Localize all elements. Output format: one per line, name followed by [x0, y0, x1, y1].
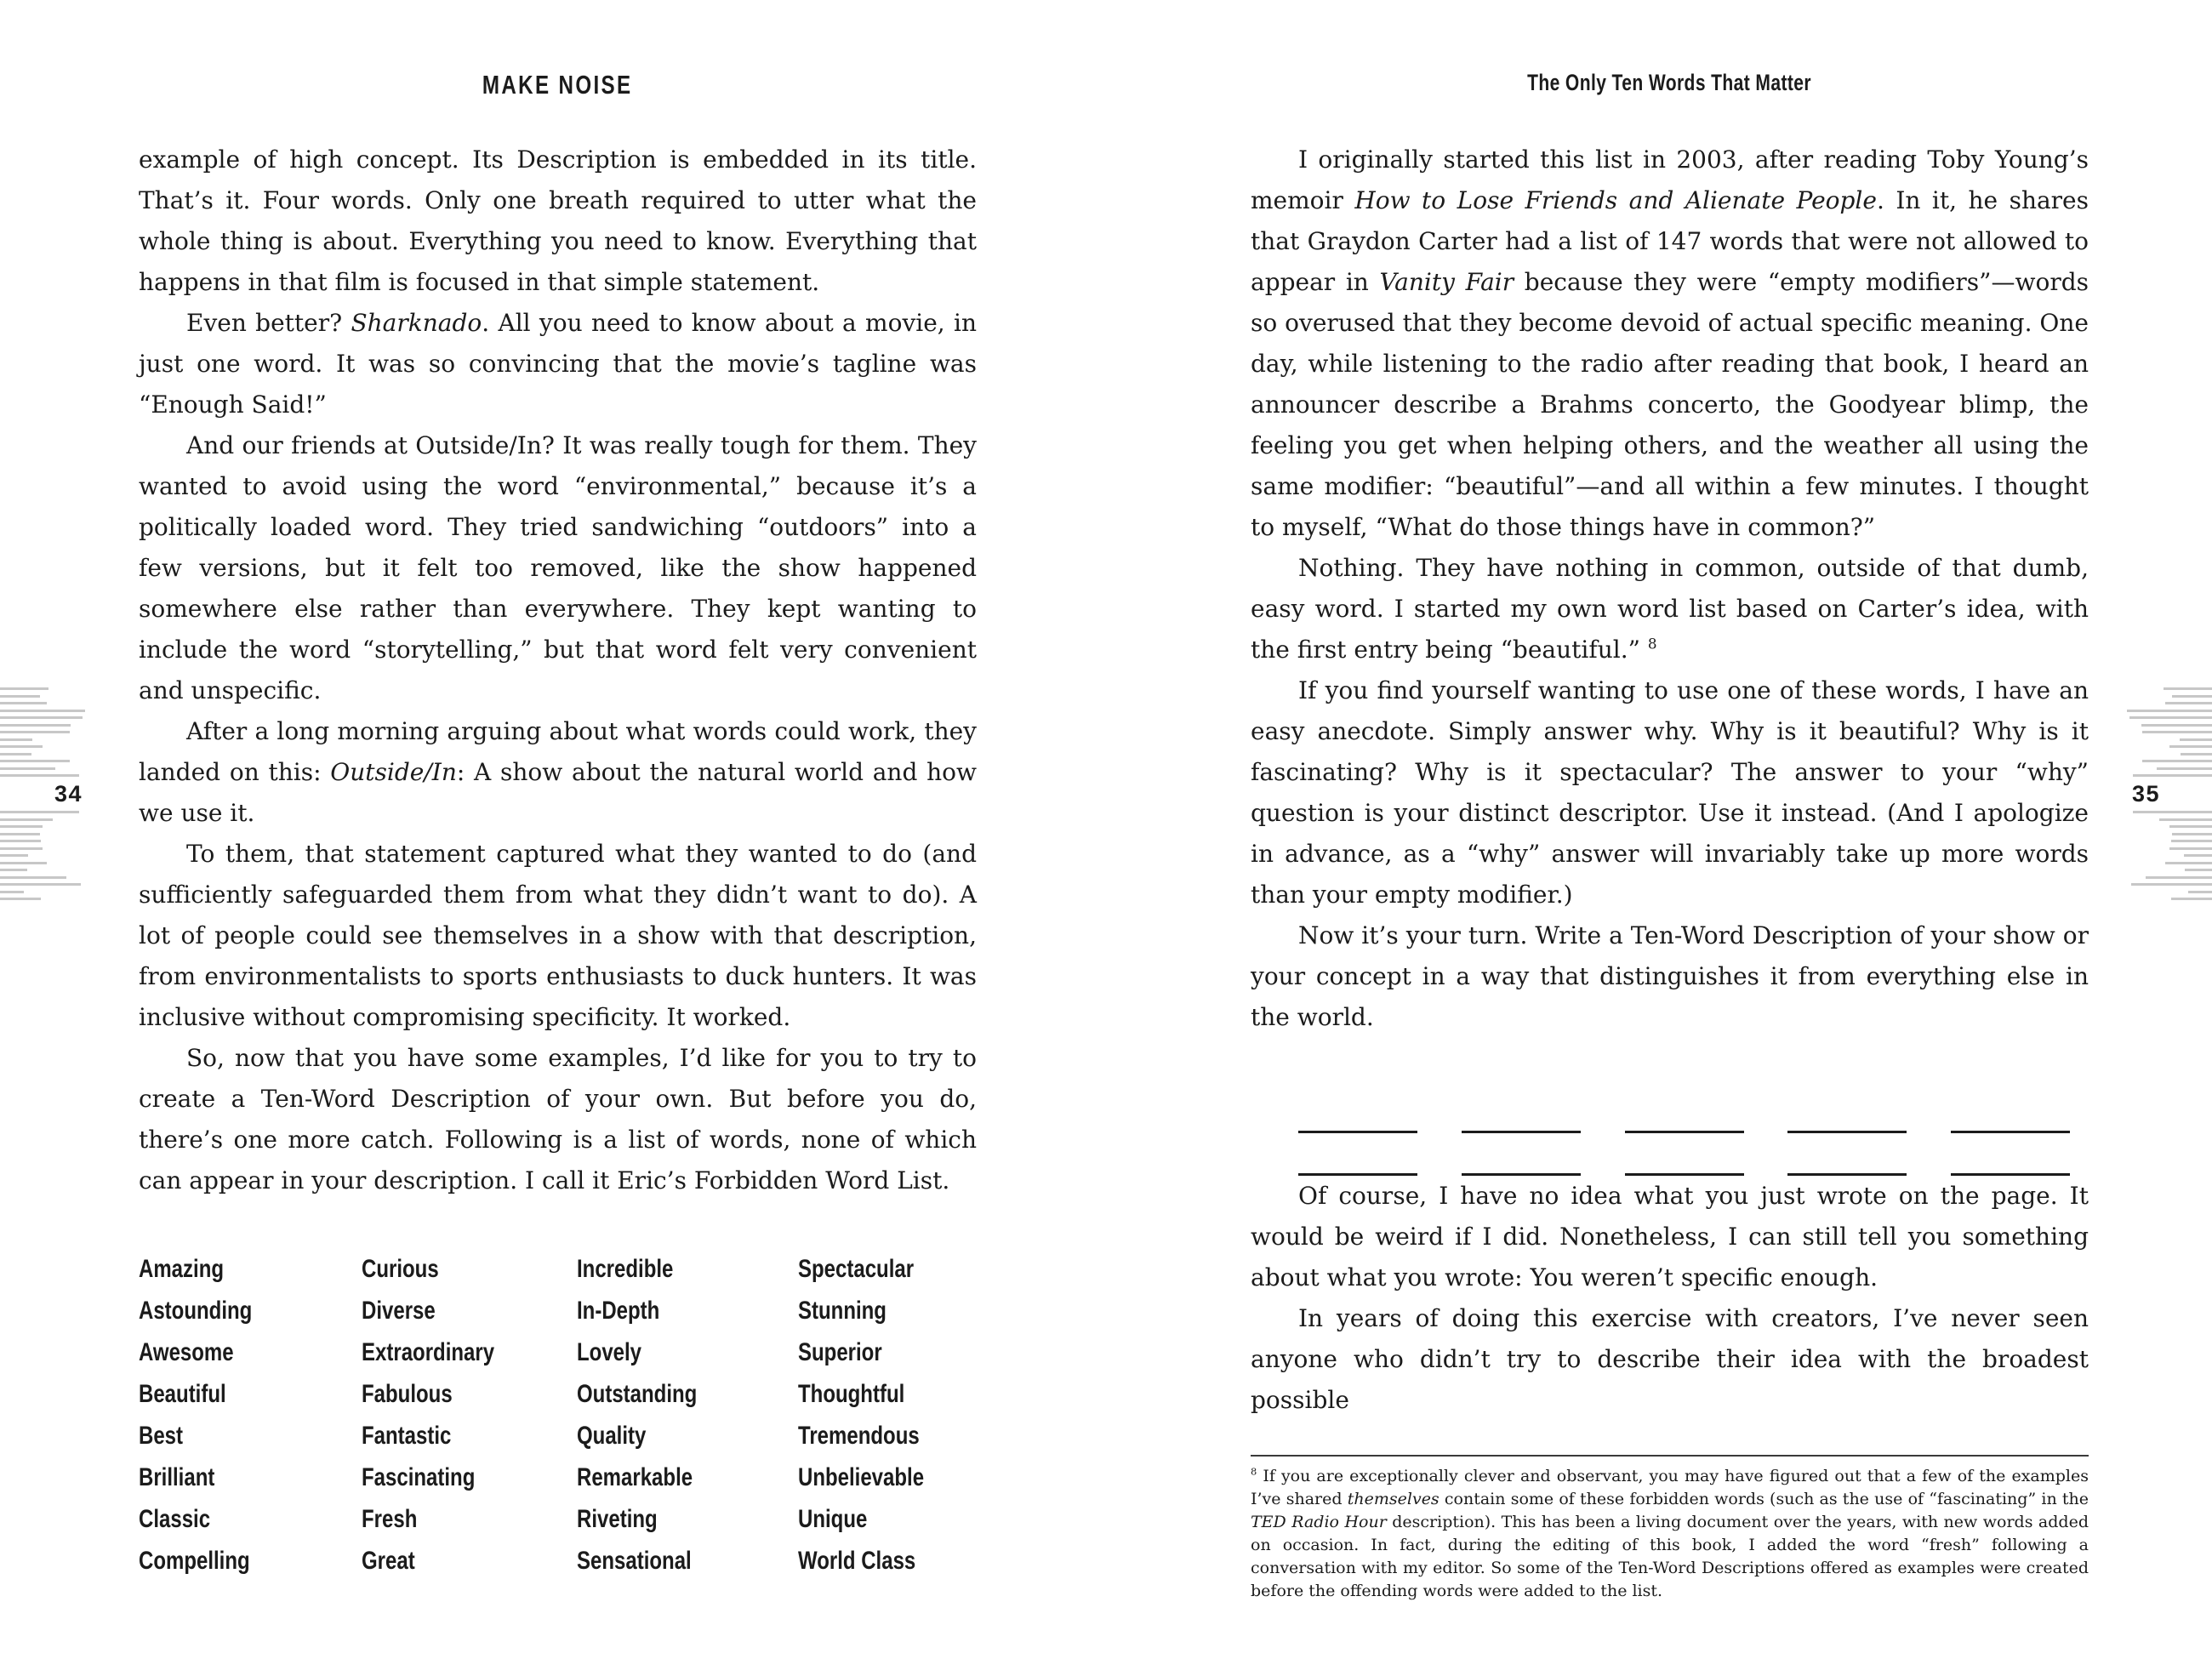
waveform-bar	[2172, 695, 2212, 698]
waveform-bar	[0, 818, 53, 821]
waveform-bars-right-top	[2122, 687, 2212, 777]
waveform-bar	[2133, 811, 2212, 813]
waveform-bar	[2181, 753, 2212, 755]
waveform-bar	[2165, 702, 2212, 704]
body-paragraph: In years of doing this exercise with creators, I’ve never seen anyone who didn’t try to describe their idea with the broadest possible	[1251, 1304, 2089, 1414]
forbidden-word: Outstanding	[577, 1380, 698, 1408]
forbidden-word: Unique	[798, 1505, 868, 1533]
forbidden-word: Best	[139, 1422, 184, 1450]
forbidden-word: Quality	[577, 1422, 647, 1450]
waveform-bar	[2141, 724, 2212, 727]
forbidden-word: Riveting	[577, 1505, 658, 1533]
forbidden-word: Fabulous	[362, 1380, 453, 1408]
ten-word-write-in-area	[1251, 1091, 2089, 1176]
forbidden-word: Brilliant	[139, 1463, 215, 1491]
book-title-header: MAKE NOISE	[482, 70, 633, 100]
write-in-blank	[1951, 1091, 2070, 1133]
waveform-bar	[2169, 847, 2212, 850]
waveform-bar	[0, 767, 55, 770]
waveform-bar	[2133, 774, 2212, 777]
waveform-bar	[0, 898, 41, 900]
waveform-bar	[0, 716, 83, 719]
forbidden-word: Amazing	[139, 1255, 225, 1283]
right-page-number: 35	[2132, 780, 2161, 807]
waveform-bar	[0, 710, 85, 712]
forbidden-word: Spectacular	[798, 1255, 915, 1283]
forbidden-word: Curious	[362, 1255, 439, 1283]
waveform-bar	[2172, 833, 2212, 835]
forbidden-word: Remarkable	[577, 1463, 693, 1491]
waveform-bar	[0, 862, 47, 864]
left-body-text	[139, 140, 977, 1201]
waveform-bar	[0, 876, 66, 879]
forbidden-word: Fascinating	[362, 1463, 476, 1491]
write-in-blank	[1787, 1133, 1907, 1176]
forbidden-word-list	[139, 1248, 977, 1582]
write-in-row	[1251, 1133, 2089, 1176]
waveform-bar	[0, 695, 40, 698]
waveform-bar	[0, 687, 48, 690]
forbidden-word: Awesome	[139, 1338, 234, 1366]
waveform-bar	[0, 731, 70, 733]
write-in-blank	[1787, 1091, 1907, 1133]
waveform-bar	[0, 738, 32, 741]
waveform-bar	[0, 760, 70, 762]
waveform-bar	[2127, 710, 2212, 712]
body-paragraph: So, now that you have some examples, I’d like for you to try to create a Ten-Word Description of your own. But before you do, there’s one more catch. Following is a list of words, none of which can appear in your description. I call it Eric’s Forbidden Word List.	[139, 1044, 977, 1194]
body-paragraph: Nothing. They have nothing in common, outside of that dumb, easy word. I started my own word list based on Carter’s idea, with the first entry being “beautiful.” $^8$	[1251, 554, 2089, 664]
body-paragraph: And our friends at Outside/In? It was really tough for them. They wanted to avoid using the word “environmental,” because it’s a politically loaded word. They tried sandwiching “outdoors” into a few versions, but it felt too removed, like the show happened somewhere else rather than everywhere. They kept wanting to include the word “storytelling,” but that word felt very convenient and unspecific.	[139, 431, 977, 704]
forbidden-word: In-Depth	[577, 1297, 660, 1325]
forbidden-word: Stunning	[798, 1297, 887, 1325]
write-in-blank	[1298, 1133, 1417, 1176]
waveform-bar	[0, 847, 43, 850]
waveform-bar	[2142, 760, 2212, 762]
forbidden-word: World Class	[798, 1547, 916, 1575]
left-running-header	[139, 70, 977, 100]
forbidden-word: Great	[362, 1547, 415, 1575]
body-paragraph: Of course, I have no idea what you just wrote on the page. It would be weird if I did. Nonetheless, I can still tell you something about what you wrote: You weren’t specific enough.	[1251, 1182, 2089, 1291]
chapter-title-header: The Only Ten Words That Matter	[1527, 70, 1812, 95]
waveform-bar	[2129, 716, 2212, 719]
left-page	[139, 70, 977, 1582]
waveform-bar	[2142, 731, 2212, 733]
forbidden-word: Fresh	[362, 1505, 418, 1533]
waveform-bar	[2164, 687, 2212, 690]
waveform-bar	[0, 883, 81, 886]
forbidden-word: Classic	[139, 1505, 211, 1533]
waveform-bar	[0, 774, 79, 777]
forbidden-word: Diverse	[362, 1297, 436, 1325]
waveform-bar	[2184, 854, 2212, 857]
footnote: $^8$ If you are exceptionally clever and observant, you may have figured out that a few of the examples I’ve shared themselves contain some of these forbidden words (such as the use of “fascinating” in the TED Radio Hour description). This has been a living document over the years, with new words added on occasion. In fact, during the editing of this book, I added the word “fresh” following a conversation with my editor. So some of the Ten-Word Descriptions offered as examples were created before the offending words were added to the list.	[1251, 1465, 2089, 1600]
forbidden-word: Beautiful	[139, 1380, 226, 1408]
waveform-bar	[2180, 738, 2212, 741]
left-page-edge-decoration	[0, 687, 90, 900]
forbidden-word: Lovely	[577, 1338, 642, 1366]
waveform-bar	[2159, 818, 2212, 821]
waveform-bars-left-bottom	[0, 811, 90, 900]
waveform-bar	[0, 854, 28, 857]
waveform-bar	[0, 724, 71, 727]
footnote-divider	[1251, 1455, 2089, 1457]
waveform-bar	[2131, 883, 2212, 886]
waveform-bar	[2146, 876, 2212, 879]
forbidden-word: Extraordinary	[362, 1338, 495, 1366]
waveform-bar	[0, 825, 43, 828]
write-in-blank	[1625, 1133, 1744, 1176]
body-paragraph: example of high concept. Its Description is embedded in its title. That’s it. Four words. Only one breath required to utter what the whole thing is about. Everything you need to know. Everything that happens in that film is focused in that simple statement.	[139, 145, 977, 296]
right-body-text	[1251, 140, 2089, 1421]
left-page-number: 34	[54, 780, 83, 807]
body-paragraph: If you find yourself wanting to use one of these words, I have an easy anecdote. Simply answer why. Why is it beautiful? Why is it fascinating? Why is it spectacular? The answer to your “why” question is your distinct descriptor. Use it instead. (And I apologize in advance, as a “why” answer will invariably take up more words than your empty modifier.)	[1251, 676, 2089, 909]
write-in-blank	[1625, 1091, 1744, 1133]
waveform-bar	[2188, 891, 2212, 893]
body-paragraph: Now it’s your turn. Write a Ten-Word Description of your show or your concept in a way that distinguishes it from everything else in the world.	[1251, 921, 2089, 1031]
forbidden-word: Incredible	[577, 1255, 674, 1283]
waveform-bar	[2185, 869, 2212, 871]
forbidden-word: Fantastic	[362, 1422, 452, 1450]
body-paragraph: I originally started this list in 2003, after reading Toby Young’s memoir How to Lose Friends and Alienate People. In it, he shares that Graydon Carter had a list of 147 words that were not allowed to appear in Vanity Fair because they were “empty modifiers”—words so overused that they become devoid of actual specific meaning. One day, while listening to the radio after reading that book, I heard an announcer describe a Brahms concerto, the Goodyear blimp, the feeling you get when helping others, and the weather all using the same modifier: “beautiful”—and all within a few minutes. I thought to myself, “What do those things have in common?”	[1251, 145, 2089, 541]
waveform-bar	[2157, 767, 2212, 770]
waveform-bar	[0, 753, 31, 755]
waveform-bar	[0, 745, 43, 748]
waveform-bar	[0, 811, 79, 813]
forbidden-word: Superior	[798, 1338, 882, 1366]
waveform-bars-left-top	[0, 687, 90, 777]
body-paragraph: After a long morning arguing about what words could work, they landed on this: Outside/In: A show about the natural world and how we use it.	[139, 717, 977, 827]
waveform-bar	[0, 869, 27, 871]
right-page	[1251, 70, 2089, 1619]
write-in-row	[1251, 1091, 2089, 1133]
write-in-blank	[1298, 1091, 1417, 1133]
waveform-bar	[2169, 825, 2212, 828]
waveform-bar	[2171, 898, 2212, 900]
write-in-blank	[1462, 1133, 1581, 1176]
forbidden-word: Unbelievable	[798, 1463, 925, 1491]
body-paragraph: To them, that statement captured what they wanted to do (and sufficiently safeguarded them from what they didn’t want to do). A lot of people could see themselves in a show with that description, from environmentalists to sports enthusiasts to duck hunters. It was inclusive without compromising specificity. It worked.	[139, 840, 977, 1031]
waveform-bar	[0, 702, 47, 704]
right-running-header	[1251, 70, 2089, 100]
forbidden-word: Sensational	[577, 1547, 692, 1575]
waveform-bars-right-bottom	[2122, 811, 2212, 900]
write-in-blank	[1462, 1091, 1581, 1133]
forbidden-word: Thoughtful	[798, 1380, 905, 1408]
right-page-edge-decoration	[2122, 687, 2212, 900]
write-in-blank	[1951, 1133, 2070, 1176]
forbidden-word: Compelling	[139, 1547, 250, 1575]
waveform-bar	[2171, 840, 2212, 842]
waveform-bar	[2169, 745, 2212, 748]
waveform-bar	[0, 891, 24, 893]
forbidden-word: Tremendous	[798, 1422, 920, 1450]
waveform-bar	[0, 833, 40, 835]
body-paragraph: Even better? Sharknado. All you need to know about a movie, in just one word. It was so convincing that the movie’s tagline was “Enough Said!”	[139, 309, 977, 419]
forbidden-word: Astounding	[139, 1297, 253, 1325]
waveform-bar	[2165, 862, 2212, 864]
waveform-bar	[0, 840, 41, 842]
